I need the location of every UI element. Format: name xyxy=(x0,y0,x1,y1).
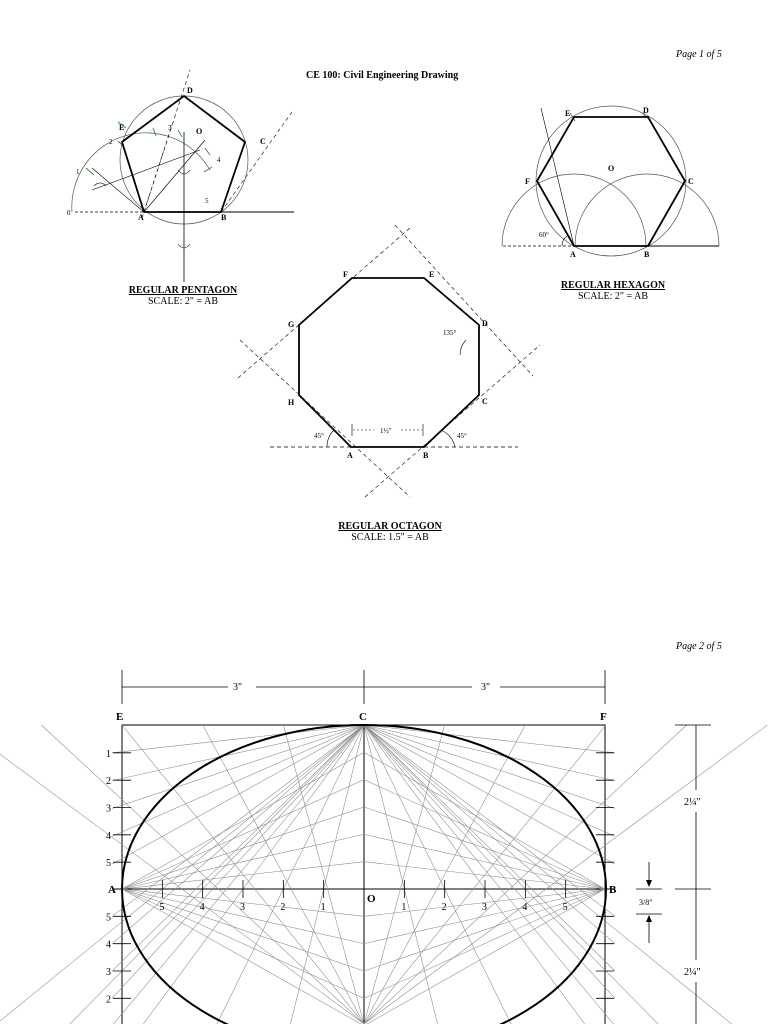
pentagon-figure xyxy=(67,70,294,282)
left-division-lower-4: 4 xyxy=(106,939,111,951)
ray-c-left-lower-5 xyxy=(112,725,364,1024)
pentagon-label-b: B xyxy=(221,213,227,222)
ray-b-lower-2 xyxy=(364,889,605,944)
octagon-angle-label-d: 135° xyxy=(443,329,457,337)
ellipse-figure xyxy=(0,670,767,1024)
hexagon-label-d: D xyxy=(643,106,649,115)
ray-c-axis-right-1 xyxy=(364,725,443,1024)
ray-b-upper-3 xyxy=(364,807,605,889)
ray-d-axis-right-4 xyxy=(364,725,687,1024)
ray-b-upper-1 xyxy=(364,752,605,889)
axis-division-left-5: 5 xyxy=(159,902,165,913)
pentagon-division-3: 3 xyxy=(168,124,172,132)
ray-c-right-lower-3 xyxy=(364,725,615,971)
ray-c-axis-right-2 xyxy=(364,725,521,1024)
octagon-diagonal-1 xyxy=(240,340,410,497)
ray-c-axis-right-3 xyxy=(364,725,600,1024)
octagon-angle-arc-b xyxy=(441,430,455,447)
ellipse-label-c: C xyxy=(359,711,367,723)
ray-c-axis-left-3 xyxy=(128,725,364,1024)
ray-c-right-lower-4 xyxy=(364,725,615,998)
ray-c-right-lower-5 xyxy=(364,725,615,1024)
hexagon-label-c: C xyxy=(688,177,694,186)
ellipse-small-dim-arrow-top xyxy=(646,880,652,887)
axis-division-left-3: 3 xyxy=(240,902,245,913)
octagon-label-d: D xyxy=(482,319,488,328)
octagon-label-a: A xyxy=(347,451,353,460)
axis-division-right-1: 1 xyxy=(401,902,407,913)
hexagon-caption-title: REGULAR HEXAGON xyxy=(560,280,666,291)
pentagon-label-d: D xyxy=(187,86,193,95)
ray-c-right-lower-1 xyxy=(364,725,615,916)
octagon-label-g: G xyxy=(288,320,295,329)
axis-division-right-3: 3 xyxy=(482,902,487,913)
pentagon-label-c: C xyxy=(260,137,266,146)
pentagon-division-5: 5 xyxy=(205,197,209,205)
axis-division-right-2: 2 xyxy=(441,902,447,913)
ray-d-axis-left-1 xyxy=(283,725,364,1024)
ellipse-small-dim-label: 3/8" xyxy=(639,898,653,907)
axis-division-right-5: 5 xyxy=(562,902,568,913)
ray-a-upper-1 xyxy=(122,752,364,889)
ray-d-axis-right-1 xyxy=(364,725,445,1024)
ray-d-axis-left-5 xyxy=(0,725,364,1024)
octagon-angle-label-b: 45° xyxy=(457,432,467,440)
pentagon-dashed-line-c xyxy=(221,112,292,212)
page-1-number: Page 1 of 5 xyxy=(676,49,722,60)
axis-division-left-4: 4 xyxy=(199,902,205,913)
ellipse-small-dim-arrow-bottom xyxy=(646,915,652,922)
pentagon-label-e: E xyxy=(119,123,125,132)
ellipse-label-f: F xyxy=(600,711,607,723)
octagon-caption-scale: SCALE: 1.5" = AB xyxy=(351,532,429,543)
ray-c-left-lower-1 xyxy=(112,725,364,916)
ray-c-axis-left-4 xyxy=(49,725,364,1024)
octagon-dimension-label: 1½" xyxy=(380,427,392,435)
hexagon-label-e: E xyxy=(565,109,571,118)
hexagon-label-b: B xyxy=(644,250,650,259)
left-division-upper-4: 4 xyxy=(106,830,111,842)
axis-division-left-2: 2 xyxy=(280,902,286,913)
octagon-angle-arc-d xyxy=(460,340,466,355)
ellipse-label-b: B xyxy=(609,884,617,896)
hexagon-label-f: F xyxy=(525,177,530,186)
left-division-lower-3: 3 xyxy=(106,967,111,978)
octagon-figure xyxy=(238,225,540,497)
hexagon-label-o: O xyxy=(608,164,615,173)
octagon-label-f: F xyxy=(343,270,348,279)
axis-division-left-1: 1 xyxy=(320,902,326,913)
ellipse-top-dim-label-2: 3" xyxy=(481,682,491,693)
ray-d-axis-left-3 xyxy=(122,725,364,1024)
axis-division-right-4: 4 xyxy=(522,902,528,913)
octagon-label-c: C xyxy=(482,397,488,406)
ray-a-upper-3 xyxy=(122,807,364,889)
pentagon-division-1: 1 xyxy=(76,168,80,176)
pentagon-division-4: 4 xyxy=(217,156,221,164)
octagon-label-b: B xyxy=(423,451,429,460)
ray-c-left-lower-3 xyxy=(112,725,364,971)
left-division-upper-5: 5 xyxy=(106,858,111,870)
pentagon-caption-title: REGULAR PENTAGON xyxy=(128,285,238,296)
pentagon-division-0: 0 xyxy=(67,209,71,217)
hexagon-arc-left xyxy=(502,174,646,246)
ray-c-axis-left-1 xyxy=(285,725,364,1024)
pentagon-label-o: O xyxy=(196,127,203,136)
ellipse-label-o: O xyxy=(367,893,376,905)
page-2-number: Page 2 of 5 xyxy=(676,641,722,652)
document-title: CE 100: Civil Engineering Drawing xyxy=(306,70,459,81)
pentagon-construction-line-3 xyxy=(144,140,205,212)
ray-d-axis-left-4 xyxy=(41,725,364,1024)
hexagon-angle-label: 60° xyxy=(539,231,549,239)
ray-c-axis-right-4 xyxy=(364,725,679,1024)
ray-c-axis-left-5 xyxy=(0,725,364,1024)
octagon-shape xyxy=(299,278,479,447)
octagon-angle-label-a: 45° xyxy=(314,432,324,440)
hexagon-figure xyxy=(502,106,719,259)
ellipse-label-e: E xyxy=(116,711,124,723)
left-division-upper-3: 3 xyxy=(106,803,111,815)
ray-c-left-2 xyxy=(112,725,364,781)
pentagon-label-a: A xyxy=(138,213,144,222)
ray-b-upper-4 xyxy=(364,834,605,889)
ray-b-upper-5 xyxy=(364,862,605,889)
pentagon-dashed-line-d xyxy=(142,70,190,218)
ray-d-axis-right-3 xyxy=(364,725,606,1024)
octagon-caption-title: REGULAR OCTAGON xyxy=(338,521,442,532)
ellipse-label-a: A xyxy=(108,884,116,896)
ellipse-left-divisions xyxy=(106,749,614,1006)
ray-c-left-lower-4 xyxy=(112,725,364,998)
octagon-label-h: H xyxy=(288,398,295,407)
hexagon-label-a: A xyxy=(570,250,576,259)
hexagon-caption-scale: SCALE: 2" = AB xyxy=(577,291,648,302)
ellipse-top-dim-label-1: 3" xyxy=(233,682,243,693)
octagon-label-e: E xyxy=(429,270,435,279)
hexagon-shape xyxy=(537,117,685,246)
pentagon-caption-scale: SCALE: 2" = AB xyxy=(147,296,218,307)
ray-c-left-lower-2 xyxy=(112,725,364,944)
ray-c-left-3 xyxy=(112,725,364,809)
ray-c-right-2 xyxy=(364,725,615,781)
octagon-angle-arc-a xyxy=(327,430,334,447)
octagon-diagonal-4 xyxy=(395,225,533,376)
ray-c-right-3 xyxy=(364,725,615,809)
ellipse-right-dim-label-1: 2¼" xyxy=(684,797,701,808)
left-division-upper-2: 2 xyxy=(106,776,111,788)
ray-c-left-5 xyxy=(112,725,364,864)
left-division-lower-2: 2 xyxy=(106,994,111,1006)
left-division-lower-5: 5 xyxy=(106,912,111,924)
ray-c-right-5 xyxy=(364,725,615,864)
pentagon-division-2: 2 xyxy=(109,138,113,146)
left-division-upper-1: 1 xyxy=(106,748,111,760)
pentagon-division-ticks xyxy=(86,122,212,175)
hexagon-arc-right xyxy=(575,174,719,246)
ellipse-construction-rays xyxy=(0,725,767,1024)
ray-c-axis-left-2 xyxy=(207,725,364,1024)
ellipse-right-dim-label-3: 2¼" xyxy=(684,967,701,978)
